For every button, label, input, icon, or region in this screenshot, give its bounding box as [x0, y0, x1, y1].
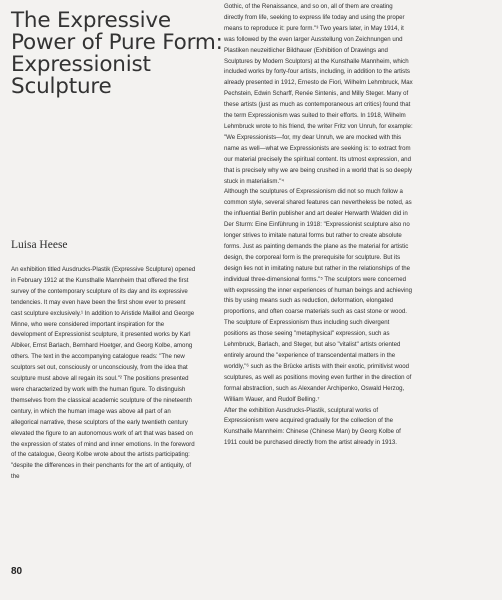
chapter-title: [11, 10, 226, 98]
paragraph-walden: Although the sculptures of Expressionism did not so much follow a common style, several shared features can nevertheless be noted, as the influential Berlin publisher and art dealer Herwarth Walden did in Der Sturm: Eine Einführung in 1918: "Expressionist sculpture also no longer strives to imitate natural forms but rather to create absolute forms. Just as painting demands the plane as the material for artistic design, the corporeal form is the prerequisite for sculpture. But its design lies not in imitating nature but rather in the relationships of the individual three-dimensional forms."⁵ The sculptors were concerned with expressing the inner experiences of human beings and achieving this by using means such as reduction, deformation, elongated proportions, and often coarse materials such as cast stone or wood. The sculpture of Expressionism thus including such divergent positions as those seeing "metaphysical" expression, such as Lehmbruck, Barlach, and Steger, but also "vitalist" artists oriented entirely around the "experience of transcendental matters in the worldly,"⁶ such as the Brücke artists with their exotic, primitivist wood sculptures, as well as positions moving even further in the direction of formal abstraction, such as Alexander Archipenko, Oswald Herzog, William Wauer, and Rudolf Belling.⁷: [224, 188, 413, 403]
paragraph-continued: Gothic, of the Renaissance, and so on, all of them are creating directly from life, seeking to express life today and using the proper means to reproduce it: pure form."³ Two years later, in May 1914, it was followed by the even larger Ausstellung von Zeichnungen und Plastiken neuzeitlicher Bildhauer (Exhibition of Drawings and Sculptures by Modern Sculptors) at the Kunsthalle Mannheim, which included works by forty-four artists, including, in addition to the artists already presented in 1912, Ernesto de Fiori, Wilhelm Lehmbruck, Max Pechstein, Edwin Scharff, Renée Sintenis, and Milly Steger. Many of these artists (just as much as contemporaneous art critics) found that the term Expressionism was suited to their efforts. In 1918, Wilhelm Lehmbruck wrote to his friend, the writer Fritz von Unruh, for example: "We Expressionists—for, my dear Unruh, we are mocked with this name as well—what we Expressionists are seeking is: to extract from our material precisely the spiritual content. Its utmost expression, and that is precisely why we are being crushed in a world that is so deeply stuck in materialism."⁴: [224, 3, 413, 185]
title-line-4: Sculpture: [11, 74, 112, 99]
author-name: Luisa Heese: [11, 239, 68, 251]
title-line-1: The Expressive: [11, 8, 171, 33]
text-column-right: [224, 2, 413, 449]
text-column-left: [11, 265, 197, 483]
title-line-2: Power of Pure Form:: [11, 30, 223, 55]
paragraph-intro: An exhibition titled Ausdrucks-Plastik (Expressive Sculpture) opened in February 1912 at the Kunsthalle Mannheim that offered the first survey of the contemporary sculpture of its day and its expressive tendencies. It may even have been the first show ever to present cast sculpture exclusively.¹ In addition to Aristide Maillol and George Minne, who were considered important inspiration for the development of Expressionist sculpture, it presented works by Karl Albiker, Ernst Barlach, Bernhard Hoetger, and Georg Kolbe, among others. The text in the accompanying catalogue reads: "The new sculptors set out, consciously or unconsciously, from the idea that sculpture must above all regain its soul."² The positions presented were characterized by work with the human figure. To distinguish themselves from the classical academic sculpture of the nineteenth century, in which the human image was above all part of an allegorical narrative, these sculptors of the early twentieth century elevated the figure to an autonomous work of art that was based on the expression of states of mind and inner emotions. In the foreword of the catalogue, Georg Kolbe wrote about the artists participating: "despite the differences in their penchants for the art of antiquity, of the: [11, 266, 196, 481]
paragraph-acquisition: After the exhibition Ausdrucks-Plastik, sculptural works of Expressionism were acquired gradually for the collection of the Kunsthalle Mannheim: Chinese (Chinese Man) by Georg Kolbe of 1911 could be purchased directly from the artist already in 1913.: [224, 406, 401, 447]
page-number: 80: [11, 566, 23, 577]
title-line-3: Expressionist: [11, 52, 151, 77]
